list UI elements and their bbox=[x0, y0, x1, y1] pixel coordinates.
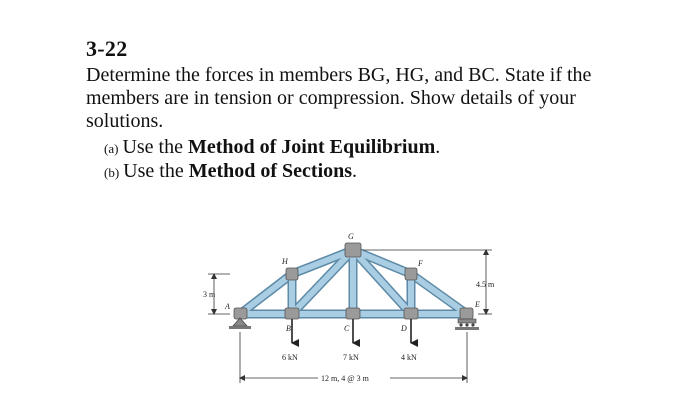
dim-right-label: 4.5 m bbox=[476, 280, 495, 289]
load-labels bbox=[282, 353, 417, 362]
support-a bbox=[229, 318, 251, 329]
load-label-c: 7 kN bbox=[343, 353, 359, 362]
joint-label-h: H bbox=[282, 257, 288, 266]
load-label-b: 6 kN bbox=[282, 353, 298, 362]
joint-label-a: A bbox=[225, 302, 230, 311]
part-a-prefix: Use the bbox=[122, 136, 188, 158]
load-label-d: 4 kN bbox=[401, 353, 417, 362]
joint-label-f: F bbox=[418, 259, 423, 268]
joint-label-g: G bbox=[348, 232, 354, 241]
part-a-method: Method of Joint Equilibrium bbox=[187, 136, 436, 158]
load-arrows bbox=[292, 319, 411, 343]
part-b-method: Method of Sections bbox=[188, 160, 353, 182]
joint-label-e: E bbox=[475, 300, 480, 309]
truss-members bbox=[240, 250, 467, 314]
dim-left-label: 3 m bbox=[203, 290, 216, 299]
part-a-label: (a) bbox=[104, 141, 119, 156]
problem-number: 3-22 bbox=[86, 36, 128, 61]
part-b-label: (b) bbox=[104, 165, 120, 180]
joint-label-c: C bbox=[344, 324, 350, 333]
support-e bbox=[455, 319, 479, 330]
part-a-suffix: . bbox=[435, 136, 441, 158]
dim-span-label: 12 m, 4 @ 3 m bbox=[321, 374, 369, 383]
joint-label-d: D bbox=[401, 324, 407, 333]
part-b-prefix: Use the bbox=[123, 160, 189, 182]
joint-label-b: B bbox=[286, 324, 291, 333]
problem-statement: Determine the forces in members BG, HG, and BC. State if the members are in tension or compression. Show details of your solutions. bbox=[86, 64, 592, 132]
part-b-suffix: . bbox=[352, 160, 358, 182]
